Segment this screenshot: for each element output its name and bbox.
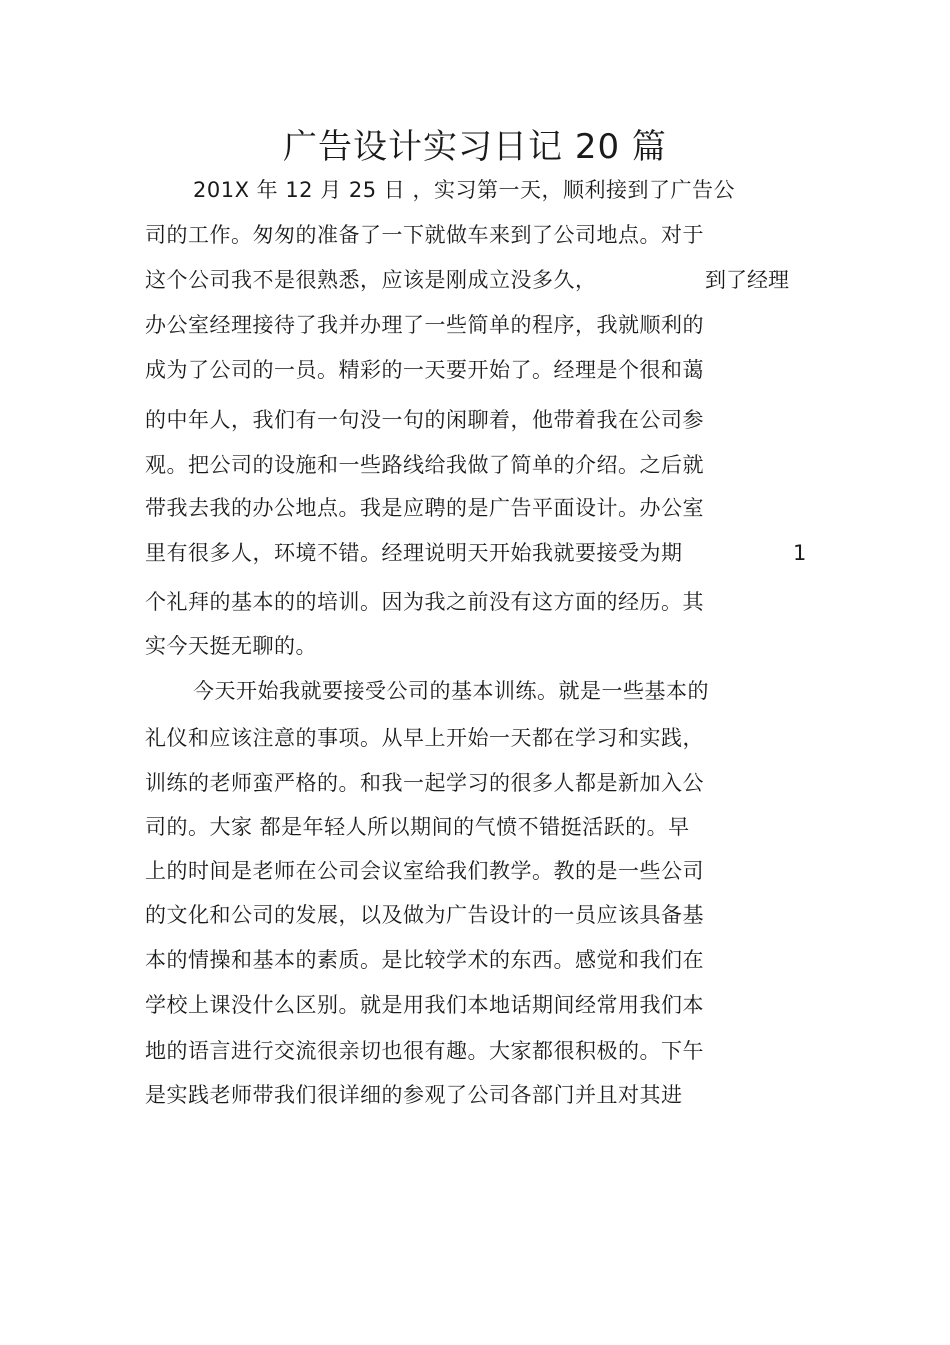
- paragraph1-line-8: 带我去我的办公地点。我是应聘的是广告平面设计。办公室: [145, 496, 704, 520]
- paragraph1-line-7: 观。把公司的设施和一些路线给我做了简单的介绍。之后就: [145, 453, 704, 477]
- paragraph2-line-2: 礼仪和应该注意的事项。从早上开始一天都在学习和实践，: [145, 726, 704, 750]
- paragraph2-line-5: 上的时间是老师在公司会议室给我们教学。教的是一些公司: [145, 859, 704, 883]
- paragraph1-line-2: 司的工作。匆匆的准备了一下就做车来到了公司地点。对于: [145, 223, 704, 247]
- paragraph2-line-4: 司的。大家 都是年轻人所以期间的气愤不错挺活跃的。早: [145, 815, 690, 839]
- paragraph1-line-9: 里有很多人，环境不错。经理说明天开始我就要接受为期: [145, 541, 683, 565]
- paragraph2-line-6: 的文化和公司的发展，以及做为广告设计的一员应该具备基: [145, 903, 704, 927]
- paragraph2-line-1: 今天开始我就要接受公司的基本训练。就是一些基本的: [193, 679, 709, 703]
- paragraph1-side-number: 1: [793, 541, 807, 565]
- paragraph1-side-text: 到了经理: [705, 268, 789, 292]
- paragraph2-line-7: 本的情操和基本的素质。是比较学术的东西。感觉和我们在: [145, 948, 704, 972]
- paragraph1-line-3: 这个公司我不是很熟悉，应该是刚成立没多久，: [145, 268, 597, 292]
- paragraph2-line-3: 训练的老师蛮严格的。和我一起学习的很多人都是新加入公: [145, 771, 704, 795]
- paragraph1-line-6: 的中年人，我们有一句没一句的闲聊着，他带着我在公司参: [145, 408, 704, 432]
- paragraph2-line-10: 是实践老师带我们很详细的参观了公司各部门并且对其进: [145, 1083, 683, 1107]
- document-title: 广告设计实习日记 20 篇: [283, 127, 667, 167]
- paragraph1-line-11: 实今天挺无聊的。: [145, 634, 317, 658]
- paragraph2-line-9: 地的语言进行交流很亲切也很有趣。大家都很积极的。下午: [145, 1039, 704, 1063]
- paragraph1-line-1: 201X 年 12 月 25 日 ，实习第一天，顺利接到了广告公: [193, 178, 735, 202]
- paragraph1-line-4: 办公室经理接待了我并办理了一些简单的程序，我就顺利的: [145, 313, 704, 337]
- paragraph2-line-8: 学校上课没什么区别。就是用我们本地话期间经常用我们本: [145, 993, 704, 1017]
- paragraph1-line-10: 个礼拜的基本的的培训。因为我之前没有这方面的经历。其: [145, 590, 704, 614]
- paragraph1-line-5: 成为了公司的一员。精彩的一天要开始了。经理是个很和蔼: [145, 358, 704, 382]
